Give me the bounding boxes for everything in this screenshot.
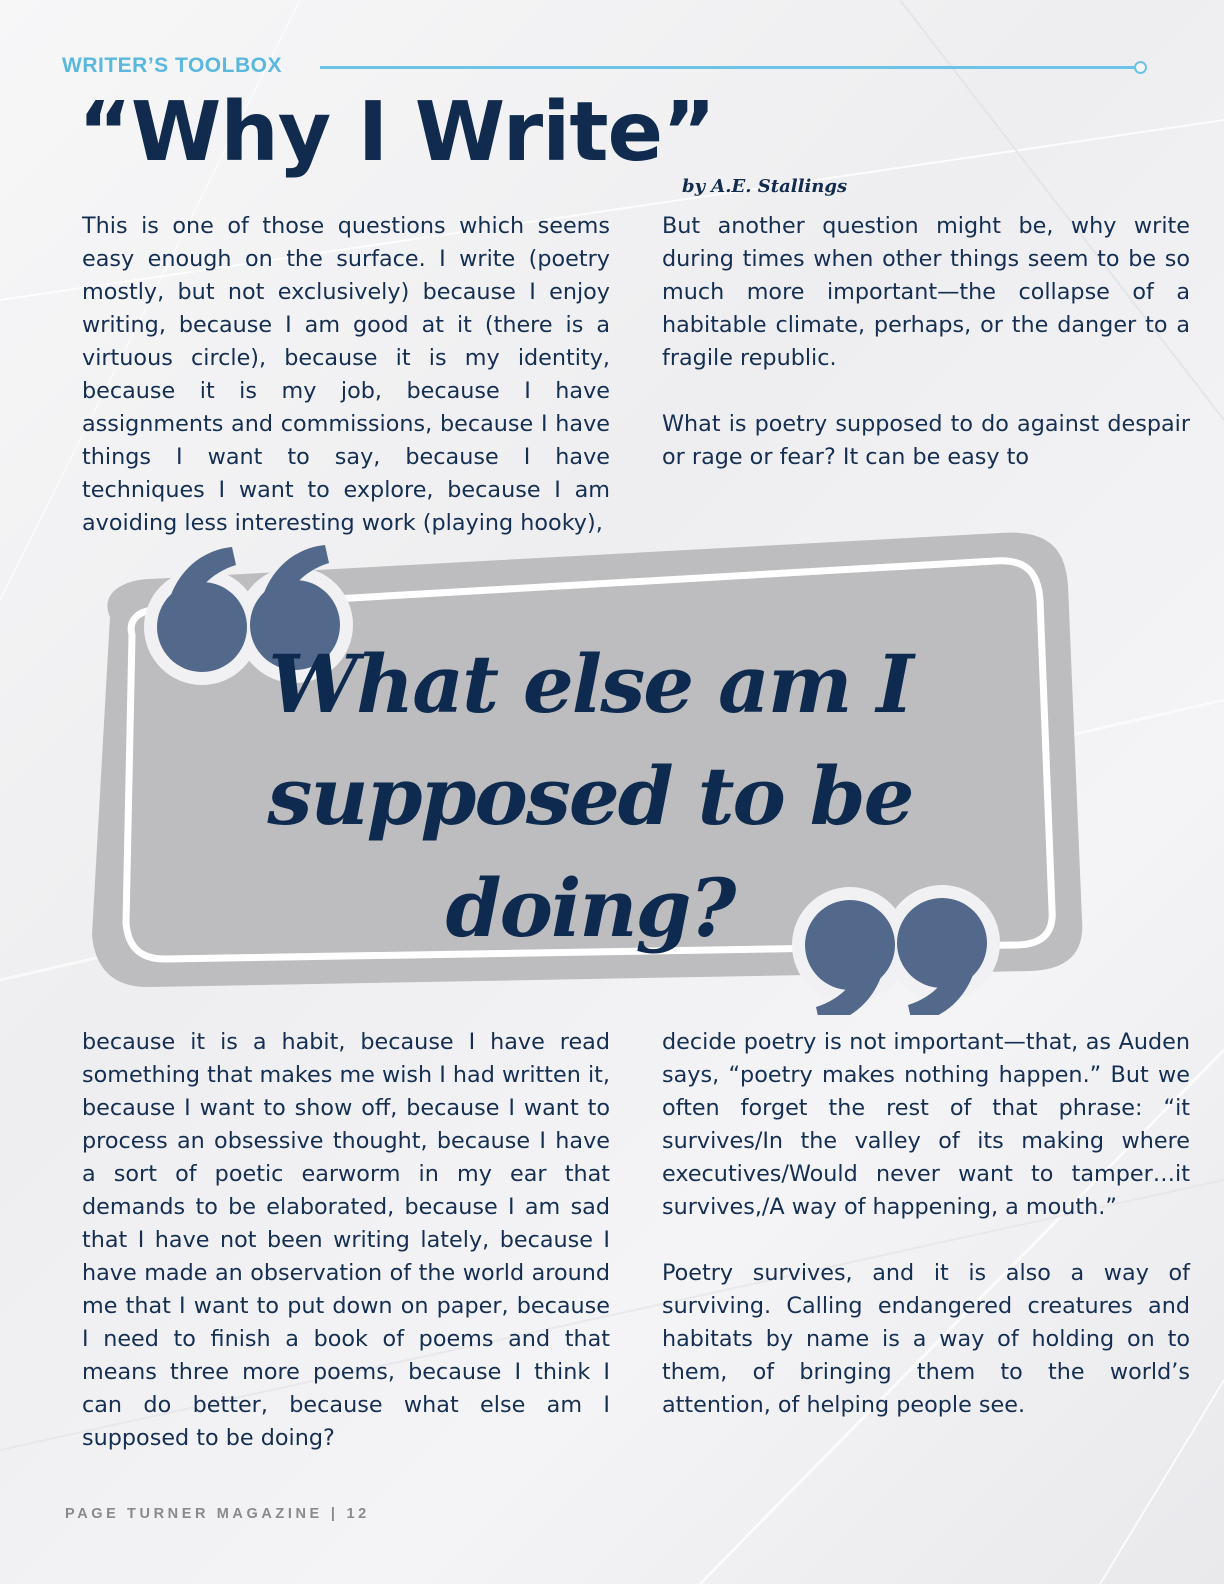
- pull-quote-text: What else am I supposed to be doing?: [267, 637, 913, 955]
- paragraph: because it is a habit, because I have read something that makes me wish I had written it, because I want to show off, because I want to process an obsessive thought, because I have a sort of poetic earworm in my ear that demands to be elaborated, because I am sad that I have not been writing lately, because I have made an observation of the world around me that I want to put down on paper, because I need to finish a book of poems and that means three more poems, because I think I can do better, because what else am I supposed to be doing?: [82, 1029, 610, 1451]
- page-number: 12: [346, 1506, 370, 1522]
- footer-separator: |: [330, 1506, 339, 1522]
- section-label: WRITER’S TOOLBOX: [62, 54, 282, 77]
- divider-end-dot: [1134, 61, 1147, 74]
- section-divider-line: [320, 66, 1138, 69]
- article-column-right-bottom: [662, 1026, 1190, 1422]
- magazine-name: PAGE TURNER MAGAZINE: [65, 1506, 323, 1522]
- author-byline: by A.E. Stallings: [682, 176, 848, 197]
- page-footer: [65, 1506, 370, 1522]
- paragraph: But another question might be, why write during times when other things seem to be so much more important—the collapse of a habitable climate, perhaps, or the danger to a fragile republic.: [662, 213, 1190, 371]
- article-title: “Why I Write”: [78, 85, 716, 180]
- paragraph: This is one of those questions which seems easy enough on the surface. I write (poetry mostly, but not exclusively) because I enjoy writing, because I am good at it (there is a virtuous circle), because it is my identity, because it is my job, because I have assignments and commissions, because I have things I want to say, because I have techniques I want to explore, because I am avoiding less interesting work (playing hooky),: [82, 213, 610, 536]
- article-column-right-top: [662, 210, 1190, 474]
- article-column-left-top: [82, 210, 610, 540]
- article-column-left-bottom: [82, 1026, 610, 1455]
- paragraph: What is poetry supposed to do against despair or rage or fear? It can be easy to: [662, 411, 1190, 470]
- paragraph: Poetry survives, and it is also a way of surviving. Calling endangered creatures and habitats by name is a way of holding on to them, of bringing them to the world’s attention, of helping people see.: [662, 1260, 1190, 1418]
- paragraph: decide poetry is not important—that, as Auden says, “poetry makes nothing happen.” But we often forget the rest of that phrase: “it survives/In the valley of its making where executives/Would never want to tamper…it survives,/A way of happening, a mouth.”: [662, 1029, 1190, 1220]
